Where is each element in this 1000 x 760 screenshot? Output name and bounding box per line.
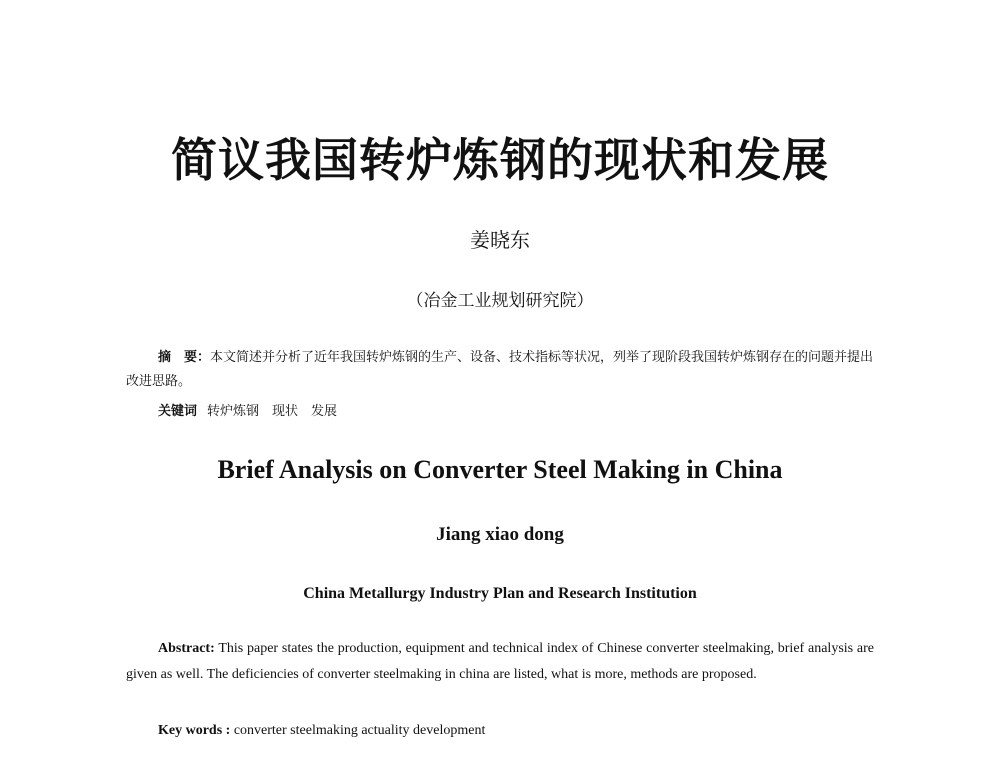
chinese-keywords	[158, 400, 858, 424]
chinese-abstract-label: 摘 要：	[158, 350, 211, 365]
chinese-title: 简议我国转炉炼钢的现状和发展	[171, 133, 829, 187]
chinese-keywords-text: 转炉炼钢 现状 发展	[207, 404, 338, 419]
english-author: Jiang xiao dong	[436, 524, 564, 545]
chinese-author: 姜晓东	[470, 228, 530, 252]
english-abstract-label: Abstract:	[158, 641, 215, 656]
chinese-affiliation: （冶金工业规划研究院）	[406, 291, 594, 311]
english-abstract	[126, 636, 874, 688]
english-keywords-text: converter steelmaking actuality development	[230, 723, 486, 738]
chinese-abstract-text: 本文简述并分析了近年我国转炉炼钢的生产、设备、技术指标等状况，列举了现阶段我国转炉炼钢存在的问题并提出改进思路。	[126, 350, 874, 389]
english-keywords-label: Key words :	[158, 723, 231, 738]
chinese-keywords-label: 关键词	[158, 404, 198, 419]
english-affiliation: China Metallurgy Industry Plan and Research Institution	[303, 585, 697, 602]
chinese-abstract	[126, 346, 876, 394]
english-abstract-text: This paper states the production, equipment and technical index of Chinese converter steelmaking, brief analysis are given as well. The deficiencies of converter steelmaking in china are listed, what is more, methods are proposed.	[126, 641, 874, 682]
english-title: Brief Analysis on Converter Steel Making in China	[217, 455, 783, 484]
english-keywords	[158, 718, 858, 744]
